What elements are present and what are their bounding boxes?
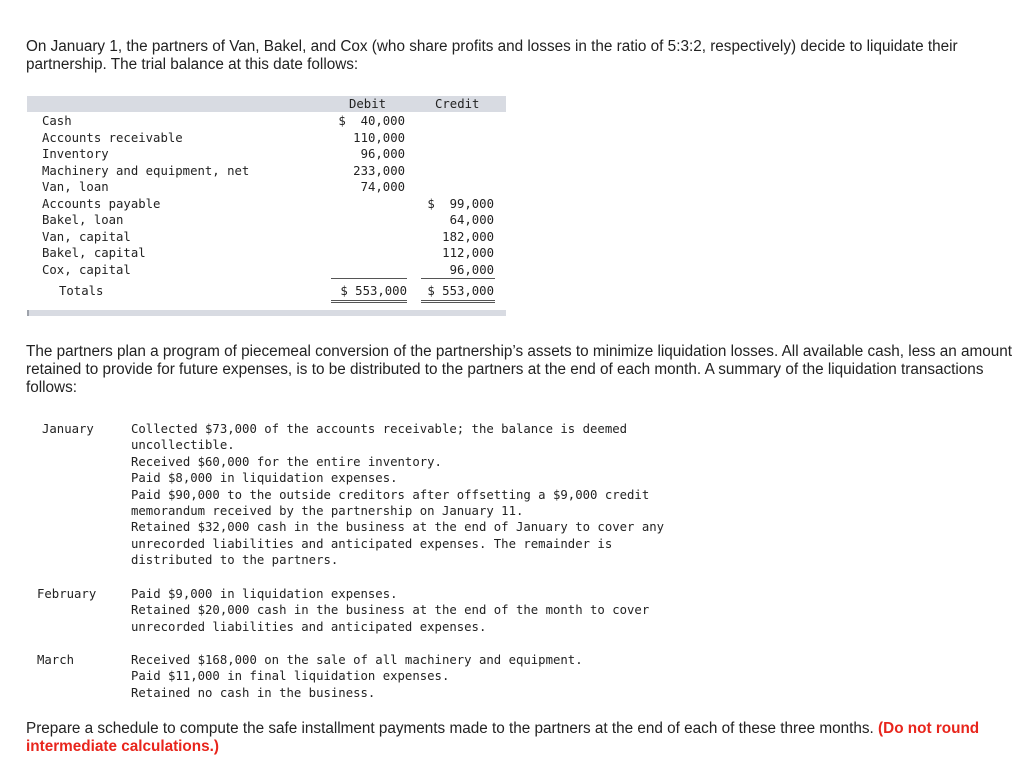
- account-name: Accounts receivable: [42, 130, 183, 145]
- plan-paragraph: The partners plan a program of piecemeal conversion of the partnership’s assets to minimize liquidation losses. All available cash, less an amount retained to provide for future expenses, is to be distributed to the partners at the end of each month. A summary of the liquidation transactions follows:: [26, 343, 1013, 396]
- transaction-line: Paid $90,000 to the outside creditors after offsetting a $9,000 credit: [131, 487, 650, 502]
- month-label: March: [37, 653, 75, 667]
- month-label: February: [37, 587, 97, 601]
- transaction-line: distributed to the partners.: [131, 553, 339, 568]
- credit-amount: 96,000: [449, 262, 494, 277]
- transaction-line: unrecorded liabilities and anticipated expenses.: [131, 619, 487, 634]
- table-scrollbar[interactable]: [27, 310, 506, 316]
- transaction-line: uncollectible.: [131, 438, 235, 453]
- account-name: Bakel, loan: [42, 213, 124, 227]
- account-name: Cox, capital: [42, 262, 131, 277]
- instruction-note: (Do not round intermediate calculations.): [26, 720, 980, 755]
- account-name: Bakel, capital: [42, 246, 146, 260]
- account-name: Accounts payable: [42, 196, 161, 211]
- transaction-line: Paid $11,000 in final liquidation expenses.: [131, 669, 450, 684]
- credit-total-rule: [421, 278, 495, 279]
- debit-total-rule: [331, 278, 407, 279]
- trial-balance-table: [27, 96, 506, 318]
- credit-header: Credit: [435, 97, 480, 111]
- month-label: January: [42, 422, 94, 436]
- totals-label: Totals: [59, 284, 104, 298]
- debit-double-rule-2: [331, 302, 407, 303]
- credit-amount: 112,000: [442, 246, 494, 260]
- instruction-paragraph: [26, 720, 1024, 756]
- transaction-line: Received $168,000 on the sale of all machinery and equipment.: [131, 653, 583, 667]
- transaction-line: Collected $73,000 of the accounts receivable; the balance is deemed: [131, 422, 628, 436]
- transaction-line: Retained no cash in the business.: [131, 685, 376, 700]
- transaction-line: Retained $32,000 cash in the business at the end of January to cover any: [131, 520, 665, 535]
- account-name: Van, capital: [42, 229, 131, 244]
- transaction-line: Received $60,000 for the entire inventory.: [131, 454, 442, 469]
- debit-amount: 96,000: [360, 147, 405, 161]
- transaction-line: Retained $20,000 cash in the business at the end of the month to cover: [131, 603, 650, 618]
- transaction-line: unrecorded liabilities and anticipated expenses. The remainder is: [131, 536, 613, 551]
- credit-amount: 182,000: [442, 229, 494, 244]
- account-name: Inventory: [42, 147, 109, 161]
- credit-double-rule-2: [421, 302, 495, 303]
- account-name: Van, loan: [42, 180, 109, 194]
- transaction-line: Paid $9,000 in liquidation expenses.: [131, 587, 398, 601]
- total-credit: $ 553,000: [427, 284, 494, 298]
- debit-amount: 110,000: [353, 130, 405, 145]
- credit-amount: 64,000: [449, 213, 494, 227]
- debit-double-rule-1: [331, 300, 407, 301]
- account-name: Machinery and equipment, net: [42, 163, 250, 178]
- intro-paragraph: On January 1, the partners of Van, Bakel, and Cox (who share profits and losses in the ratio of 5:3:2, respectively) decide to liquidate their partnership. The trial balance at this date follows:: [26, 38, 958, 73]
- debit-amount: $ 40,000: [338, 114, 405, 128]
- instruction-text: Prepare a schedule to compute the safe installment payments made to the partners at the end of each of these three months.: [26, 720, 874, 737]
- account-name: Cash: [42, 114, 72, 128]
- transaction-line: Paid $8,000 in liquidation expenses.: [131, 471, 398, 486]
- debit-amount: 74,000: [360, 180, 405, 194]
- debit-amount: 233,000: [353, 163, 405, 178]
- debit-header: Debit: [349, 97, 387, 111]
- transaction-line: memorandum received by the partnership on January 11.: [131, 504, 524, 518]
- credit-amount: $ 99,000: [427, 196, 494, 211]
- credit-double-rule-1: [421, 300, 495, 301]
- total-debit: $ 553,000: [340, 284, 407, 298]
